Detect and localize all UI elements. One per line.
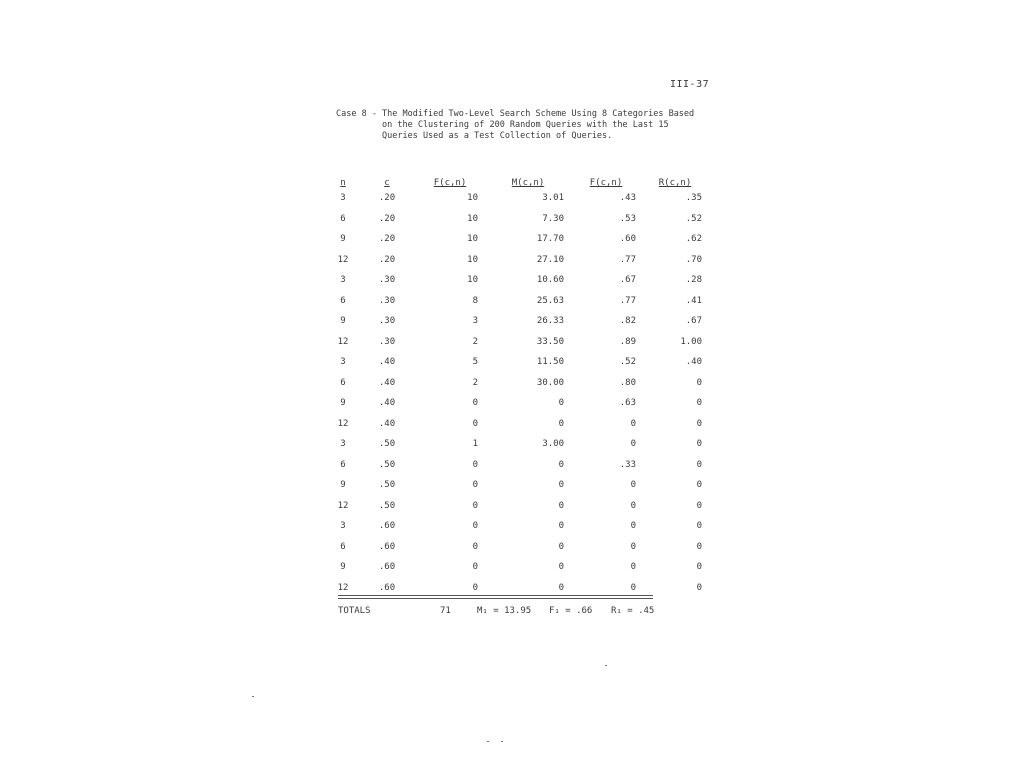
cell-c: .40 [378, 357, 396, 368]
header-c: c [384, 178, 390, 188]
caption-line: Queries Used as a Test Collection of Queries. [382, 131, 613, 141]
table-row [326, 209, 708, 230]
cell-n: 12 [337, 582, 349, 593]
cell-f-mean: 0 [630, 541, 636, 552]
cell-m-mean: 0 [558, 398, 564, 409]
cell-m-mean: 0 [558, 500, 564, 511]
cell-c: .60 [378, 541, 396, 552]
cell-c: .40 [378, 377, 396, 388]
header-f-count: F(c,n) [433, 178, 467, 188]
cell-f-count: 5 [472, 357, 478, 368]
cell-m-mean: 3.01 [542, 193, 564, 204]
cell-m-mean: 0 [558, 418, 564, 429]
cell-n: 12 [337, 418, 349, 429]
cell-m-mean: 0 [558, 521, 564, 532]
table-row [326, 516, 708, 537]
cell-f-count: 0 [472, 500, 478, 511]
scan-speck [605, 665, 607, 666]
cell-n: 6 [340, 459, 346, 470]
table-row [326, 291, 708, 312]
cell-m-mean: 17.70 [536, 234, 564, 245]
cell-f-mean: .63 [619, 398, 636, 409]
cell-m-mean: 0 [558, 582, 564, 593]
caption-line: on the Clustering of 200 Random Queries with the Last 15 [382, 120, 669, 130]
cell-c: .30 [378, 295, 396, 306]
cell-m-mean: 30.00 [536, 377, 564, 388]
caption-line: The Modified Two-Level Search Scheme Using 8 Categories Based [382, 109, 695, 119]
cell-r-mean: 0 [696, 500, 702, 511]
cell-m-mean: 0 [558, 459, 564, 470]
cell-c: .20 [378, 234, 396, 245]
cell-m-mean: 27.10 [536, 254, 564, 265]
cell-r-mean: 0 [696, 480, 702, 491]
cell-m-mean: 25.63 [536, 295, 564, 306]
cell-f-count: 0 [472, 582, 478, 593]
cell-c: .60 [378, 582, 396, 593]
scan-speck [252, 696, 254, 697]
cell-m-mean: 0 [558, 541, 564, 552]
table-caption [336, 109, 695, 142]
cell-f-count: 0 [472, 418, 478, 429]
cell-n: 3 [340, 521, 346, 532]
cell-n: 9 [340, 234, 346, 245]
cell-f-mean: .43 [619, 193, 636, 204]
table-row [326, 537, 708, 558]
scan-speck [501, 741, 503, 742]
cell-f-count: 0 [472, 521, 478, 532]
cell-c: .30 [378, 275, 396, 286]
cell-f-count: 10 [467, 275, 478, 286]
cell-f-mean: .67 [619, 275, 636, 286]
cell-n: 9 [340, 398, 346, 409]
cell-m-mean: 0 [558, 480, 564, 491]
cell-c: .20 [378, 213, 396, 224]
cell-f-count: 3 [472, 316, 478, 327]
cell-f-count: 10 [467, 254, 478, 265]
table-row [326, 332, 708, 353]
cell-f-count: 10 [467, 234, 478, 245]
cell-f-count: 0 [472, 398, 478, 409]
cell-c: .60 [378, 562, 396, 573]
header-r-mean: R(c,n) [658, 178, 692, 188]
table-row [326, 475, 708, 496]
table-row [326, 311, 708, 332]
cell-m-mean: 33.50 [536, 336, 564, 347]
cell-f-count: 2 [472, 336, 478, 347]
cell-n: 3 [340, 193, 346, 204]
table-row [326, 270, 708, 291]
cell-f-mean: .80 [619, 377, 636, 388]
caption-lead: Case 8 - [336, 109, 377, 119]
cell-f-mean: .33 [619, 459, 636, 470]
cell-f-count: 0 [472, 480, 478, 491]
cell-r-mean: .28 [685, 275, 702, 286]
totals-m: M₁ = 13.95 [477, 606, 532, 616]
header-n: n [340, 178, 346, 188]
cell-r-mean: 1.00 [680, 336, 702, 347]
cell-n: 3 [340, 357, 346, 368]
cell-r-mean: .70 [685, 254, 702, 265]
cell-f-mean: .52 [619, 357, 636, 368]
cell-f-mean: 0 [630, 582, 636, 593]
cell-f-mean: 0 [630, 480, 636, 491]
cell-r-mean: .67 [685, 316, 702, 327]
cell-f-mean: 0 [630, 439, 636, 450]
cell-c: .40 [378, 418, 396, 429]
cell-n: 12 [337, 500, 349, 511]
table-row [326, 455, 708, 476]
cell-c: .50 [378, 439, 396, 450]
cell-f-mean: .82 [619, 316, 636, 327]
cell-c: .20 [378, 193, 396, 204]
cell-f-mean: 0 [630, 562, 636, 573]
cell-f-count: 0 [472, 562, 478, 573]
cell-f-mean: 0 [630, 418, 636, 429]
cell-r-mean: .40 [685, 357, 702, 368]
cell-f-mean: .89 [619, 336, 636, 347]
totals-f: F₁ = .66 [549, 606, 593, 616]
header-m-mean: M(c,n) [511, 178, 545, 188]
cell-r-mean: 0 [696, 398, 702, 409]
cell-f-count: 10 [467, 193, 478, 204]
cell-f-mean: .60 [619, 234, 636, 245]
cell-f-count: 2 [472, 377, 478, 388]
table-row [326, 250, 708, 271]
totals-r: R₁ = .45 [611, 606, 655, 616]
table-header-row [326, 168, 708, 188]
cell-f-count: 0 [472, 541, 478, 552]
cell-r-mean: 0 [696, 459, 702, 470]
table-row [326, 188, 708, 209]
cell-n: 6 [340, 213, 346, 224]
table-row [326, 229, 708, 250]
table-row [326, 373, 708, 394]
totals-count: 71 [440, 606, 451, 616]
page-number: III-37 [670, 79, 710, 90]
table-row [326, 393, 708, 414]
cell-f-mean: .53 [619, 213, 636, 224]
cell-c: .30 [378, 336, 396, 347]
cell-f-mean: 0 [630, 521, 636, 532]
cell-r-mean: .52 [685, 213, 702, 224]
table-body [326, 188, 708, 598]
cell-r-mean: 0 [696, 377, 702, 388]
cell-r-mean: .41 [685, 295, 702, 306]
cell-n: 3 [340, 439, 346, 450]
cell-r-mean: 0 [696, 541, 702, 552]
cell-n: 3 [340, 275, 346, 286]
cell-n: 9 [340, 562, 346, 573]
table-row [326, 496, 708, 517]
cell-c: .50 [378, 480, 396, 491]
cell-r-mean: 0 [696, 562, 702, 573]
cell-r-mean: .35 [685, 193, 702, 204]
cell-n: 6 [340, 377, 346, 388]
cell-n: 6 [340, 541, 346, 552]
cell-r-mean: .62 [685, 234, 702, 245]
table-row [326, 352, 708, 373]
cell-f-count: 0 [472, 459, 478, 470]
table-row [326, 414, 708, 435]
cell-m-mean: 10.60 [536, 275, 564, 286]
cell-f-mean: .77 [619, 295, 636, 306]
cell-f-count: 1 [472, 439, 478, 450]
cell-f-mean: 0 [630, 500, 636, 511]
cell-m-mean: 7.30 [542, 213, 564, 224]
cell-r-mean: 0 [696, 582, 702, 593]
cell-m-mean: 3.00 [542, 439, 564, 450]
scan-speck [487, 741, 489, 742]
cell-f-count: 8 [472, 295, 478, 306]
cell-n: 12 [337, 254, 349, 265]
cell-r-mean: 0 [696, 521, 702, 532]
cell-f-count: 10 [467, 213, 478, 224]
cell-r-mean: 0 [696, 418, 702, 429]
cell-c: .20 [378, 254, 396, 265]
cell-m-mean: 11.50 [536, 357, 564, 368]
cell-c: .40 [378, 398, 396, 409]
cell-c: .50 [378, 500, 396, 511]
cell-m-mean: 26.33 [536, 316, 564, 327]
cell-c: .30 [378, 316, 396, 327]
table-row [326, 434, 708, 455]
results-table [326, 168, 708, 598]
totals-divider [338, 595, 653, 599]
cell-n: 9 [340, 480, 346, 491]
table-row [326, 557, 708, 578]
cell-c: .50 [378, 459, 396, 470]
totals-label: TOTALS [338, 606, 371, 616]
cell-c: .60 [378, 521, 396, 532]
cell-n: 12 [337, 336, 349, 347]
cell-f-mean: .77 [619, 254, 636, 265]
header-f-mean: F(c,n) [589, 178, 623, 188]
cell-m-mean: 0 [558, 562, 564, 573]
cell-r-mean: 0 [696, 439, 702, 450]
cell-n: 9 [340, 316, 346, 327]
cell-n: 6 [340, 295, 346, 306]
